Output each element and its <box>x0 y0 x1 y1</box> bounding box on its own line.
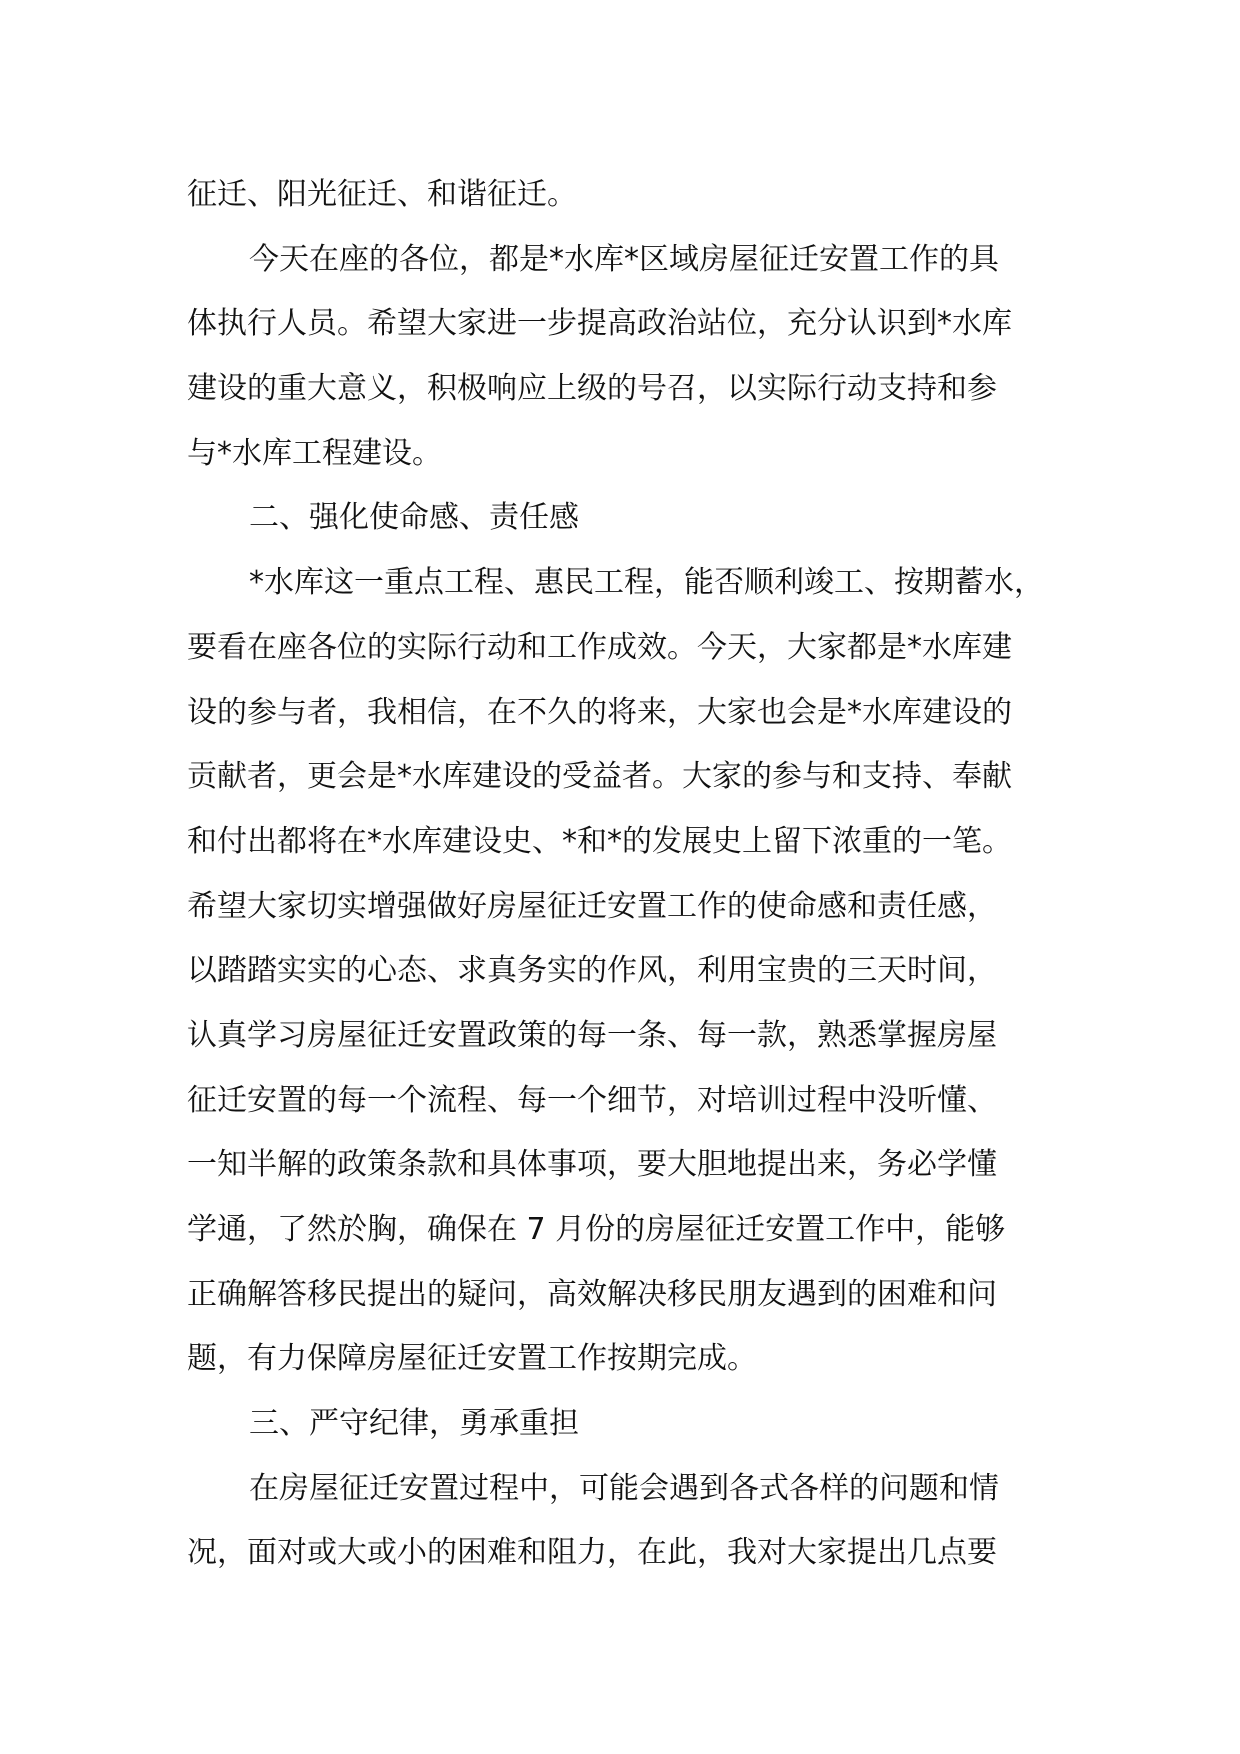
text-line: 正确解答移民提出的疑问，高效解决移民朋友遇到的困难和问 <box>187 1276 997 1312</box>
text-line: 况，面对或大或小的困难和阻力，在此，我对大家提出几点要 <box>187 1535 997 1571</box>
text-line: 建设的重大意义，积极响应上级的号召，以实际行动支持和参 <box>187 371 997 407</box>
paragraph-start-line: 在房屋征迁安置过程中，可能会遇到各式各样的问题和情 <box>249 1470 999 1506</box>
text-line: 体执行人员。希望大家进一步提高政治站位，充分认识到*水库 <box>187 306 1012 342</box>
text-line: 贡献者，更会是*水库建设的受益者。大家的参与和支持、奉献 <box>187 759 1012 795</box>
document-body <box>187 163 1067 1586</box>
text-line: 征迁、阳光征迁、和谐征迁。 <box>187 177 577 212</box>
text-line: 学通，了然於胸，确保在 7 月份的房屋征迁安置工作中，能够 <box>187 1212 1006 1247</box>
text-line: 认真学习房屋征迁安置政策的每一条、每一款，熟悉掌握房屋 <box>187 1017 997 1053</box>
text-line: 和付出都将在*水库建设史、*和*的发展史上留下浓重的一笔。 <box>187 823 1012 859</box>
text-line: 题，有力保障房屋征迁安置工作按期完成。 <box>187 1341 757 1377</box>
paragraph-start-line: 今天在座的各位，都是*水库*区域房屋征迁安置工作的具 <box>249 241 999 277</box>
text-line: 希望大家切实增强做好房屋征迁安置工作的使命感和责任感， <box>187 888 997 924</box>
paragraph-start-line: *水库这一重点工程、惠民工程，能否顺利竣工、按期蓄水， <box>249 565 1044 601</box>
text-line: 一知半解的政策条款和具体事项，要大胆地提出来，务必学懂 <box>187 1147 997 1183</box>
text-line: 以踏踏实实的心态、求真务实的作风，利用宝贵的三天时间， <box>187 953 997 989</box>
text-line: 要看在座各位的实际行动和工作成效。今天，大家都是*水库建 <box>187 629 1012 665</box>
text-line: 设的参与者，我相信，在不久的将来，大家也会是*水库建设的 <box>187 694 1012 730</box>
section-heading-2: 二、强化使命感、责任感 <box>249 500 579 536</box>
text-line: 征迁安置的每一个流程、每一个细节，对培训过程中没听懂、 <box>187 1082 997 1118</box>
section-heading-3: 三、严守纪律，勇承重担 <box>249 1406 579 1442</box>
text-line: 与*水库工程建设。 <box>187 435 442 471</box>
